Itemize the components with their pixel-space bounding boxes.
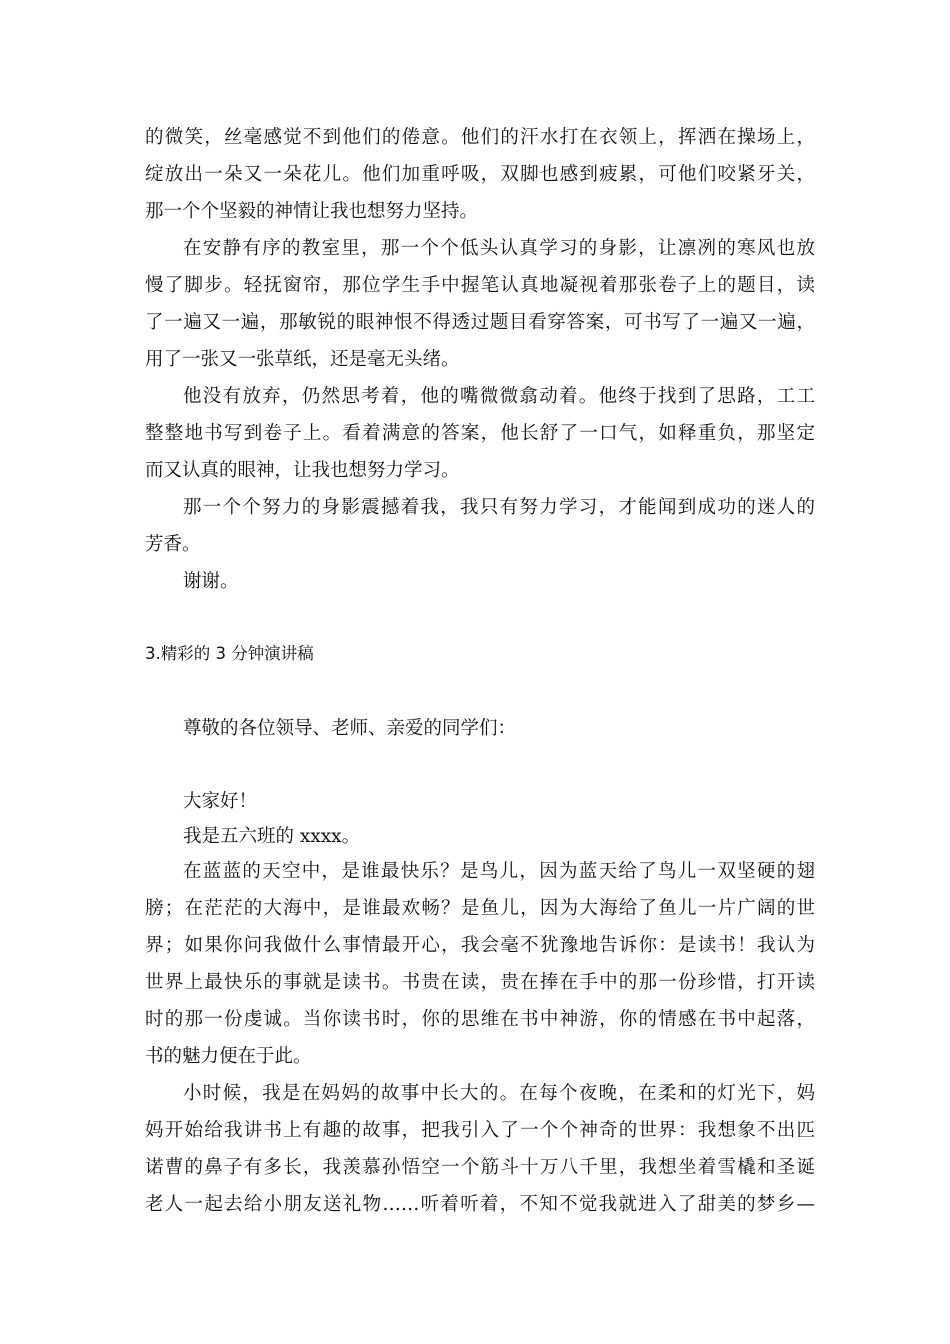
text-line: 老人一起去给小朋友送礼物……听着听着，不知不觉我就进入了甜美的梦乡— — [145, 1194, 815, 1215]
text-line: 而又认真的眼神，让我也想努力学习。 — [145, 460, 460, 481]
text-line: 时的那一份虔诚。当你读书时，你的思维在书中神游，你的情感在书中起落， — [145, 1009, 815, 1030]
text-line: 诺曹的鼻子有多长，我羡慕孙悟空一个筋斗十万八千里，我想坐着雪橇和圣诞 — [145, 1157, 815, 1178]
text-line: 界；如果你问我做什么事情最开心，我会毫不犹豫地告诉你：是读书！我认为 — [145, 935, 815, 956]
text-line: 芳香。 — [145, 534, 201, 555]
section-heading: 3.精彩的 3 分钟演讲稿 — [145, 644, 314, 663]
salutation: 尊敬的各位领导、老师、亲爱的同学们： — [183, 718, 517, 739]
text-line: 书的魅力便在于此。 — [145, 1046, 312, 1067]
text-line: 那一个个努力的身影震撼着我，我只有努力学习，才能闻到成功的迷人的 — [183, 497, 815, 518]
text-line: 用了一张又一张草纸，还是毫无头绪。 — [145, 349, 460, 370]
text-line: 在安静有序的教室里，那一个个低头认真学习的身影，让凛冽的寒风也放 — [183, 238, 815, 259]
text-line: 膀；在茫茫的大海中，是谁最欢畅？是鱼儿，因为大海给了鱼儿一片广阔的世 — [145, 898, 815, 919]
text-line: 妈开始给我讲书上有趣的故事，把我引入了一个个神奇的世界：我想象不出匹 — [145, 1120, 815, 1141]
text-line: 整整地书写到卷子上。看着满意的答案，他长舒了一口气，如释重负，那坚定 — [145, 423, 815, 444]
text-line: 我是五六班的 xxxx。 — [183, 826, 361, 847]
text-line: 了一遍又一遍，那敏锐的眼神恨不得透过题目看穿答案，可书写了一遍又一遍， — [145, 312, 815, 333]
text-line: 谢谢。 — [183, 571, 239, 592]
text-line: 慢了脚步。轻抚窗帘，那位学生手中握笔认真地凝视着那张卷子上的题目，读 — [145, 275, 815, 296]
greeting: 大家好！ — [183, 791, 258, 812]
text-line: 在蓝蓝的天空中，是谁最快乐？是鸟儿，因为蓝天给了鸟儿一双坚硬的翅 — [183, 861, 815, 882]
text-line: 的微笑，丝毫感觉不到他们的倦意。他们的汗水打在衣领上，挥洒在操场上， — [145, 127, 815, 148]
text-line: 小时候，我是在妈妈的故事中长大的。在每个夜晚，在柔和的灯光下，妈 — [183, 1083, 815, 1104]
text-line: 他没有放弃，仍然思考着，他的嘴微微翕动着。他终于找到了思路，工工 — [183, 386, 815, 407]
text-line: 那一个个坚毅的神情让我也想努力坚持。 — [145, 201, 479, 222]
text-line: 世界上最快乐的事就是读书。书贵在读，贵在捧在手中的那一份珍惜，打开读 — [145, 972, 815, 993]
text-line: 绽放出一朵又一朵花儿。他们加重呼吸，双脚也感到疲累，可他们咬紧牙关， — [145, 164, 815, 185]
